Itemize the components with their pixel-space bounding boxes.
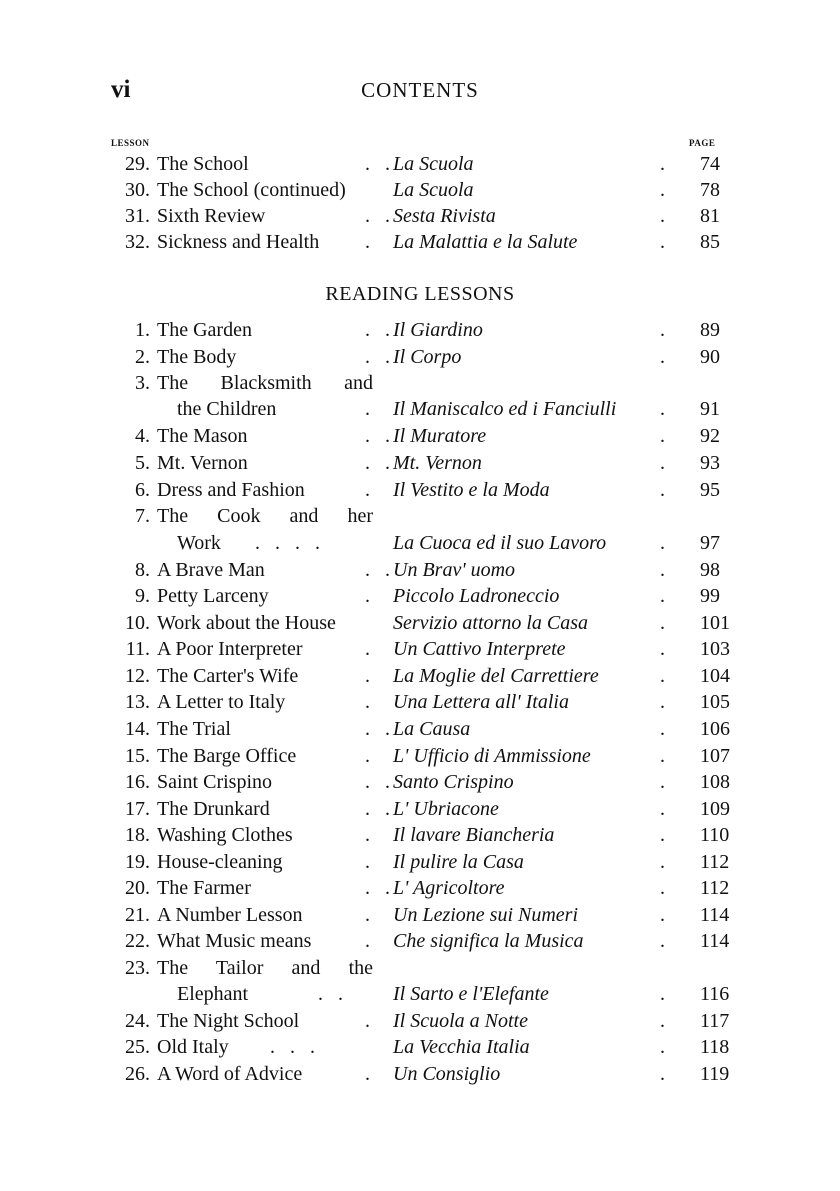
leader-dots: .: [660, 153, 665, 175]
leader-dots: .: [660, 1063, 665, 1085]
entry-title-en: The Mason: [157, 425, 248, 447]
entry-page: 112: [700, 851, 730, 873]
entry-title-it: Santo Crispino: [393, 771, 514, 793]
leader-dots: .: [660, 745, 665, 767]
entry-page: 118: [700, 1036, 730, 1058]
leader-dots: .: [660, 452, 665, 474]
entry-number: 29.: [125, 153, 150, 175]
leader-dots: .: [660, 1010, 665, 1032]
entry-number: 21.: [125, 904, 150, 926]
entry-title-it: Il Maniscalco ed i Fanciulli: [393, 398, 617, 420]
leader-dots: .: [365, 398, 370, 420]
entry-title-en: Mt. Vernon: [157, 452, 248, 474]
entry-title-it: Piccolo Ladroneccio: [393, 585, 560, 607]
entry-number: 14.: [125, 718, 150, 740]
entry-title-en: Work about the House: [157, 612, 336, 634]
entry-title-en: The School (continued): [157, 179, 346, 201]
entry-title-it: Il Giardino: [393, 319, 483, 341]
leader-dots: .: [660, 718, 665, 740]
leader-dots: . .: [365, 771, 390, 793]
entry-page: 108: [700, 771, 730, 793]
entry-page: 107: [700, 745, 730, 767]
toc-entry: [0, 875, 840, 901]
leader-dots: .: [660, 851, 665, 873]
entry-number: 9.: [135, 585, 150, 607]
toc-entry: [0, 317, 840, 343]
entry-page: 104: [700, 665, 730, 687]
leader-dots: . . .: [270, 1036, 315, 1058]
entry-page: 85: [700, 231, 720, 253]
entry-page: 91: [700, 398, 720, 420]
entry-title-en: What Music means: [157, 930, 312, 952]
leader-dots: . .: [365, 425, 390, 447]
leader-dots: . .: [318, 983, 343, 1005]
entry-title-en: The Body: [157, 346, 237, 368]
toc-entry-continued: [0, 981, 840, 1007]
toc-entry: [0, 955, 840, 981]
entry-page: 78: [700, 179, 720, 201]
entry-number: 31.: [125, 205, 150, 227]
leader-dots: .: [660, 930, 665, 952]
section-title: READING LESSONS: [325, 283, 515, 305]
entry-title-it: Un Cattivo Interprete: [393, 638, 566, 660]
entry-title-en: The Barge Office: [157, 745, 297, 767]
entry-title-it: Sesta Rivista: [393, 205, 496, 227]
entry-page: 89: [700, 319, 720, 341]
toc-entry: [0, 151, 840, 177]
leader-dots: .: [660, 665, 665, 687]
toc-entry: [0, 743, 840, 769]
entry-title-it: La Cuoca ed il suo Lavoro: [393, 532, 607, 554]
entry-title-it: La Scuola: [393, 153, 474, 175]
lesson-column-label: LESSON: [111, 138, 150, 148]
entry-number: 4.: [135, 425, 150, 447]
entry-title-en: Washing Clothes: [157, 824, 293, 846]
entry-title-en: The Farmer: [157, 877, 251, 899]
toc-entry: [0, 229, 840, 255]
toc-entry: [0, 769, 840, 795]
entry-page: 74: [700, 153, 720, 175]
toc-entry: [0, 822, 840, 848]
entry-page: 92: [700, 425, 720, 447]
entry-title-it: Un Lezione sui Numeri: [393, 904, 578, 926]
entry-number: 22.: [125, 930, 150, 952]
entry-number: 2.: [135, 346, 150, 368]
entry-title-en: A Number Lesson: [157, 904, 303, 926]
entry-page: 117: [700, 1010, 730, 1032]
entry-page: 116: [700, 983, 730, 1005]
entry-number: 30.: [125, 179, 150, 201]
leader-dots: .: [365, 479, 370, 501]
leader-dots: . .: [365, 718, 390, 740]
entry-title-it: Il Corpo: [393, 346, 462, 368]
entry-number: 10.: [125, 612, 150, 634]
leader-dots: .: [660, 612, 665, 634]
toc-entry: [0, 663, 840, 689]
leader-dots: .: [365, 665, 370, 687]
entry-title-it: Che significa la Musica: [393, 930, 584, 952]
entry-title-en: The Tailor and the: [157, 957, 373, 979]
entry-page: 112: [700, 877, 730, 899]
entry-title-it: Il Scuola a Notte: [393, 1010, 528, 1032]
leader-dots: . .: [365, 153, 390, 175]
entry-title-en: Sixth Review: [157, 205, 266, 227]
page-title: CONTENTS: [361, 78, 479, 102]
entry-number: 20.: [125, 877, 150, 899]
leader-dots: .: [365, 904, 370, 926]
leader-dots: .: [660, 346, 665, 368]
entry-title-it: L' Ufficio di Ammissione: [393, 745, 591, 767]
leader-dots: .: [365, 851, 370, 873]
entry-title-it: Il Sarto e l'Elefante: [393, 983, 549, 1005]
entry-title-en: House-cleaning: [157, 851, 283, 873]
entry-title-en: The Blacksmith and: [157, 372, 373, 394]
toc-entry: [0, 423, 840, 449]
toc-entry: [0, 689, 840, 715]
leader-dots: .: [365, 1063, 370, 1085]
toc-entry: [0, 636, 840, 662]
entry-page: 97: [700, 532, 720, 554]
entry-number: 6.: [135, 479, 150, 501]
entry-page: 103: [700, 638, 730, 660]
leader-dots: .: [660, 983, 665, 1005]
entry-number: 16.: [125, 771, 150, 793]
entry-title-it: Una Lettera all' Italia: [393, 691, 569, 713]
toc-entry: [0, 610, 840, 636]
leader-dots: .: [660, 638, 665, 660]
leader-dots: .: [660, 205, 665, 227]
entry-title-en: The Garden: [157, 319, 252, 341]
entry-number: 25.: [125, 1036, 150, 1058]
entry-title-en: A Poor Interpreter: [157, 638, 303, 660]
entry-title-it: L' Agricoltore: [393, 877, 505, 899]
leader-dots: . .: [365, 559, 390, 581]
entry-title-en: Petty Larceny: [157, 585, 269, 607]
toc-entry: [0, 370, 840, 396]
leader-dots: .: [660, 771, 665, 793]
page-column-label: PAGE: [689, 138, 716, 148]
leader-dots: . .: [365, 877, 390, 899]
entry-title-en: Saint Crispino: [157, 771, 273, 793]
entry-title-it: La Malattia e la Salute: [393, 231, 578, 253]
toc-entry: [0, 849, 840, 875]
entry-number: 1.: [135, 319, 150, 341]
toc-entry: [0, 583, 840, 609]
entry-title-it: La Causa: [393, 718, 471, 740]
leader-dots: .: [660, 179, 665, 201]
entry-page: 106: [700, 718, 730, 740]
entry-title-en: The School: [157, 153, 249, 175]
leader-dots: .: [660, 479, 665, 501]
entry-title-it: Il Vestito e la Moda: [393, 479, 550, 501]
entry-page: 105: [700, 691, 730, 713]
entry-title-it: Mt. Vernon: [393, 452, 482, 474]
entry-title-en: A Brave Man: [157, 559, 265, 581]
toc-entry: [0, 1061, 840, 1087]
leader-dots: .: [660, 398, 665, 420]
entry-number: 32.: [125, 231, 150, 253]
entry-number: 7.: [135, 505, 150, 527]
entry-title-it: Il Muratore: [393, 425, 487, 447]
entry-title-en: Sickness and Health: [157, 231, 320, 253]
leader-dots: . .: [365, 346, 390, 368]
leader-dots: .: [365, 930, 370, 952]
toc-entry: [0, 1034, 840, 1060]
toc-entry: [0, 344, 840, 370]
entry-title-en: The Carter's Wife: [157, 665, 299, 687]
leader-dots: .: [660, 532, 665, 554]
entry-title-en: A Letter to Italy: [157, 691, 286, 713]
leader-dots: .: [365, 231, 370, 253]
entry-number: 8.: [135, 559, 150, 581]
toc-entry-continued: [0, 530, 840, 556]
leader-dots: . . . .: [255, 532, 320, 554]
entry-page: 119: [700, 1063, 730, 1085]
entry-title-en: The Trial: [157, 718, 231, 740]
entry-number: 11.: [125, 638, 150, 660]
leader-dots: .: [660, 691, 665, 713]
leader-dots: .: [660, 904, 665, 926]
entry-page: 99: [700, 585, 720, 607]
leader-dots: .: [365, 691, 370, 713]
leader-dots: .: [365, 585, 370, 607]
toc-entry: [0, 503, 840, 529]
leader-dots: .: [365, 1010, 370, 1032]
entry-page: 110: [700, 824, 730, 846]
toc-entry: [0, 716, 840, 742]
leader-dots: .: [660, 231, 665, 253]
entry-title-en: The Drunkard: [157, 798, 270, 820]
leader-dots: . .: [365, 452, 390, 474]
leader-dots: .: [660, 319, 665, 341]
entry-title-it: Il pulire la Casa: [393, 851, 524, 873]
leader-dots: .: [660, 425, 665, 447]
leader-dots: .: [365, 824, 370, 846]
entry-number: 24.: [125, 1010, 150, 1032]
entry-page: 101: [700, 612, 730, 634]
toc-entry: [0, 796, 840, 822]
entry-page: 109: [700, 798, 730, 820]
entry-title-it: Un Brav' uomo: [393, 559, 516, 581]
leader-dots: .: [660, 1036, 665, 1058]
entry-page: 114: [700, 904, 730, 926]
entry-page: 93: [700, 452, 720, 474]
toc-entry: [0, 450, 840, 476]
entry-number: 17.: [125, 798, 150, 820]
entry-title-it: Il lavare Biancheria: [393, 824, 555, 846]
entry-number: 18.: [125, 824, 150, 846]
toc-entry-continued: [0, 396, 840, 422]
entry-title-it: Un Consiglio: [393, 1063, 501, 1085]
toc-entry: [0, 1008, 840, 1034]
toc-entry: [0, 902, 840, 928]
toc-entry: [0, 177, 840, 203]
entry-number: 26.: [125, 1063, 150, 1085]
entry-page: 81: [700, 205, 720, 227]
entry-title-en: The Night School: [157, 1010, 300, 1032]
entry-title-en: Old Italy: [157, 1036, 229, 1058]
entry-title-en-cont: the Children: [177, 398, 277, 420]
entry-title-it: Servizio attorno la Casa: [393, 612, 589, 634]
leader-dots: .: [660, 585, 665, 607]
entry-title-it: La Moglie del Carrettiere: [393, 665, 599, 687]
toc-entry: [0, 928, 840, 954]
leader-dots: . .: [365, 319, 390, 341]
entry-number: 3.: [135, 372, 150, 394]
entry-title-en: Dress and Fashion: [157, 479, 305, 501]
entry-title-it: La Scuola: [393, 179, 474, 201]
leader-dots: .: [365, 745, 370, 767]
toc-entry: [0, 477, 840, 503]
entry-number: 12.: [125, 665, 150, 687]
entry-title-en-cont: Elephant: [177, 983, 249, 1005]
entry-number: 19.: [125, 851, 150, 873]
entry-page: 98: [700, 559, 720, 581]
toc-entry: [0, 203, 840, 229]
entry-title-it: La Vecchia Italia: [393, 1036, 530, 1058]
entry-page: 114: [700, 930, 730, 952]
leader-dots: .: [365, 638, 370, 660]
entry-title-en: A Word of Advice: [157, 1063, 303, 1085]
entry-title-en: The Cook and her: [157, 505, 373, 527]
entry-number: 15.: [125, 745, 150, 767]
leader-dots: .: [660, 798, 665, 820]
leader-dots: .: [660, 877, 665, 899]
entry-page: 90: [700, 346, 720, 368]
entry-number: 23.: [125, 957, 150, 979]
entry-page: 95: [700, 479, 720, 501]
leader-dots: . .: [365, 798, 390, 820]
entry-title-it: L' Ubriacone: [393, 798, 499, 820]
leader-dots: .: [660, 824, 665, 846]
leader-dots: . .: [365, 205, 390, 227]
entry-title-en-cont: Work: [177, 532, 221, 554]
toc-entry: [0, 557, 840, 583]
leader-dots: .: [660, 559, 665, 581]
page-number: vi: [111, 76, 131, 103]
entry-number: 13.: [125, 691, 150, 713]
entry-number: 5.: [135, 452, 150, 474]
